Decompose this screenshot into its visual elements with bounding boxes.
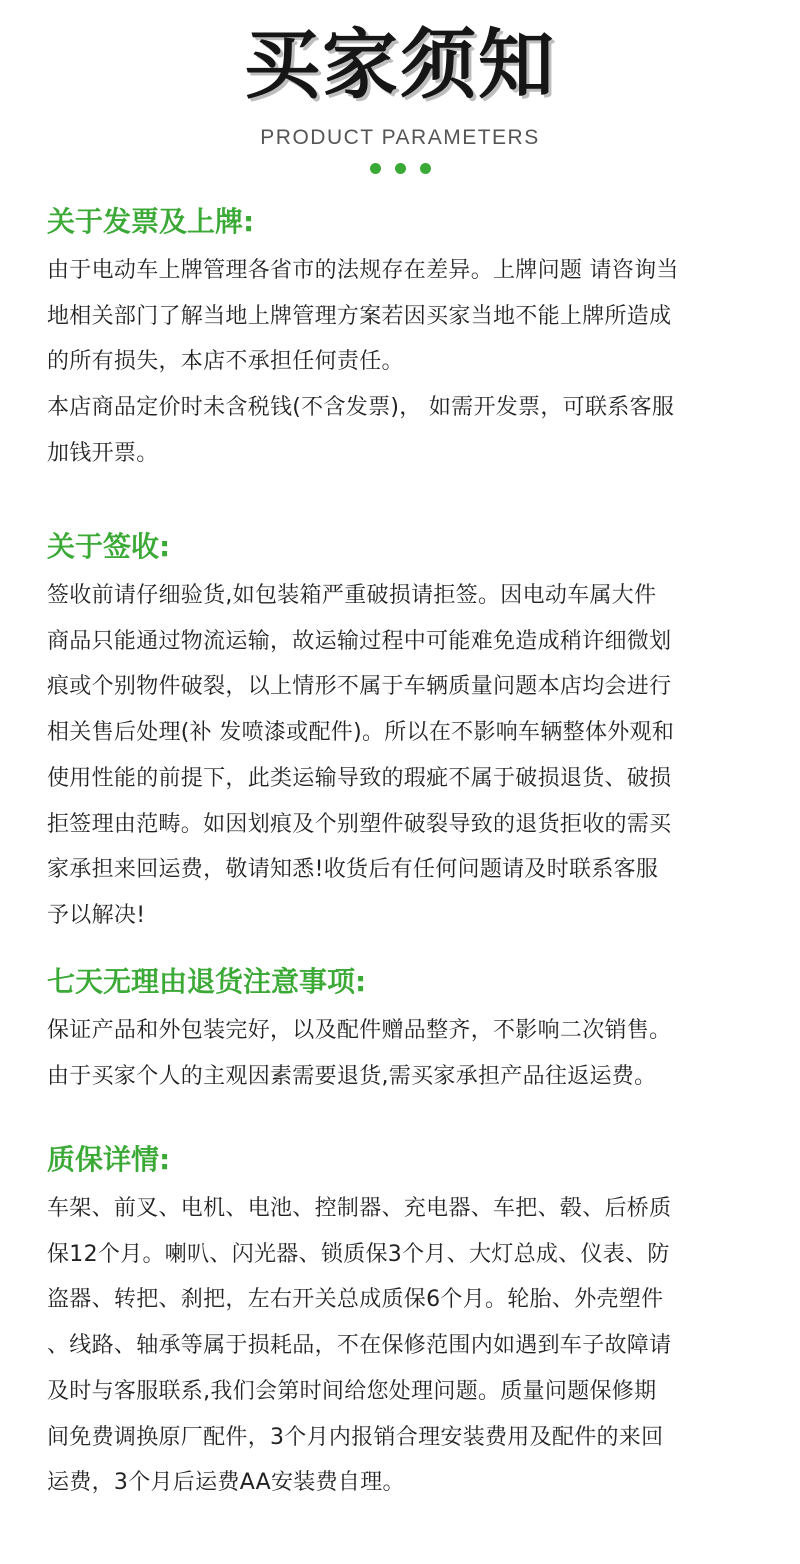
- text-line: 间免费调换原厂配件，3个月内报销合理安装费用及配件的来回: [47, 1424, 664, 1450]
- section-heading: 关于发票及上牌:: [47, 205, 255, 238]
- page-title: 买家须知: [244, 20, 556, 109]
- text-line: 拒签理由范畴。如因划痕及个别塑件破裂导致的退货拒收的需买: [47, 811, 672, 837]
- text-line: 盗器、转把、刹把，左右开关总成质保6个月。轮胎、外壳塑件: [47, 1287, 664, 1313]
- text-line: 本店商品定价时未含税钱(不含发票)， 如需开发票，可联系客服: [47, 395, 675, 421]
- section-warranty: [47, 1140, 759, 1506]
- text-line: 签收前请仔细验货,如包装箱严重破损请拒签。因电动车属大件: [47, 583, 657, 608]
- section-signing: [47, 527, 759, 939]
- section-heading: 质保详情:: [47, 1143, 171, 1176]
- text-line: 地相关部门了解当地上牌管理方案若因买家当地不能上牌所造成: [47, 303, 672, 329]
- text-line: 相关售后处理(补 发喷漆或配件)。所以在不影响车辆整体外观和: [47, 720, 675, 746]
- page-subtitle: PRODUCT PARAMETERS: [260, 126, 540, 149]
- dot-icon: [395, 163, 406, 174]
- section-heading: 关于签收:: [47, 530, 171, 563]
- text-line: 由于买家个人的主观因素需要退货,需买家承担产品往返运费。: [47, 1063, 657, 1089]
- text-line: 、线路、轴承等属于损耗品，不在保修范围内如遇到车子故障请: [47, 1333, 672, 1359]
- text-line: 保证产品和外包装完好，以及配件赠品整齐，不影响二次销售。: [47, 1018, 672, 1043]
- section-seven-day-return: [47, 962, 759, 1099]
- text-line: 商品只能通过物流运输，故运输过程中可能难免造成稍许细微划: [47, 628, 672, 654]
- text-line: 由于电动车上牌管理各省市的法规存在差异。上牌问题 请咨询当: [47, 258, 679, 283]
- section-heading: 七天无理由退货注意事项:: [47, 965, 367, 998]
- text-line: 车架、前叉、电机、电池、控制器、充电器、车把、毂、后桥质: [47, 1196, 672, 1221]
- text-line: 痕或个别物件破裂，以上情形不属于车辆质量问题本店均会进行: [47, 674, 672, 700]
- text-line: 家承担来回运费，敬请知悉!收货后有任何问题请及时联系客服: [47, 857, 659, 883]
- text-line: 使用性能的前提下，此类运输导致的瑕疵不属于破损退货、破损: [47, 765, 672, 791]
- dot-icon: [420, 163, 431, 174]
- section-invoice-license: [47, 202, 759, 477]
- decorative-dots: [0, 163, 800, 174]
- text-line: 的所有损失，本店不承担任何责任。: [47, 349, 404, 375]
- dot-icon: [370, 163, 381, 174]
- text-line: 予以解决!: [47, 902, 146, 928]
- text-line: 运费，3个月后运费AA安装费自理。: [47, 1470, 405, 1496]
- text-line: 保12个月。喇叭、闪光器、锁质保3个月、大灯总成、仪表、防: [47, 1241, 670, 1267]
- text-line: 加钱开票。: [47, 440, 159, 466]
- text-line: 及时与客服联系,我们会第时间给您处理问题。质量问题保修期: [47, 1378, 657, 1404]
